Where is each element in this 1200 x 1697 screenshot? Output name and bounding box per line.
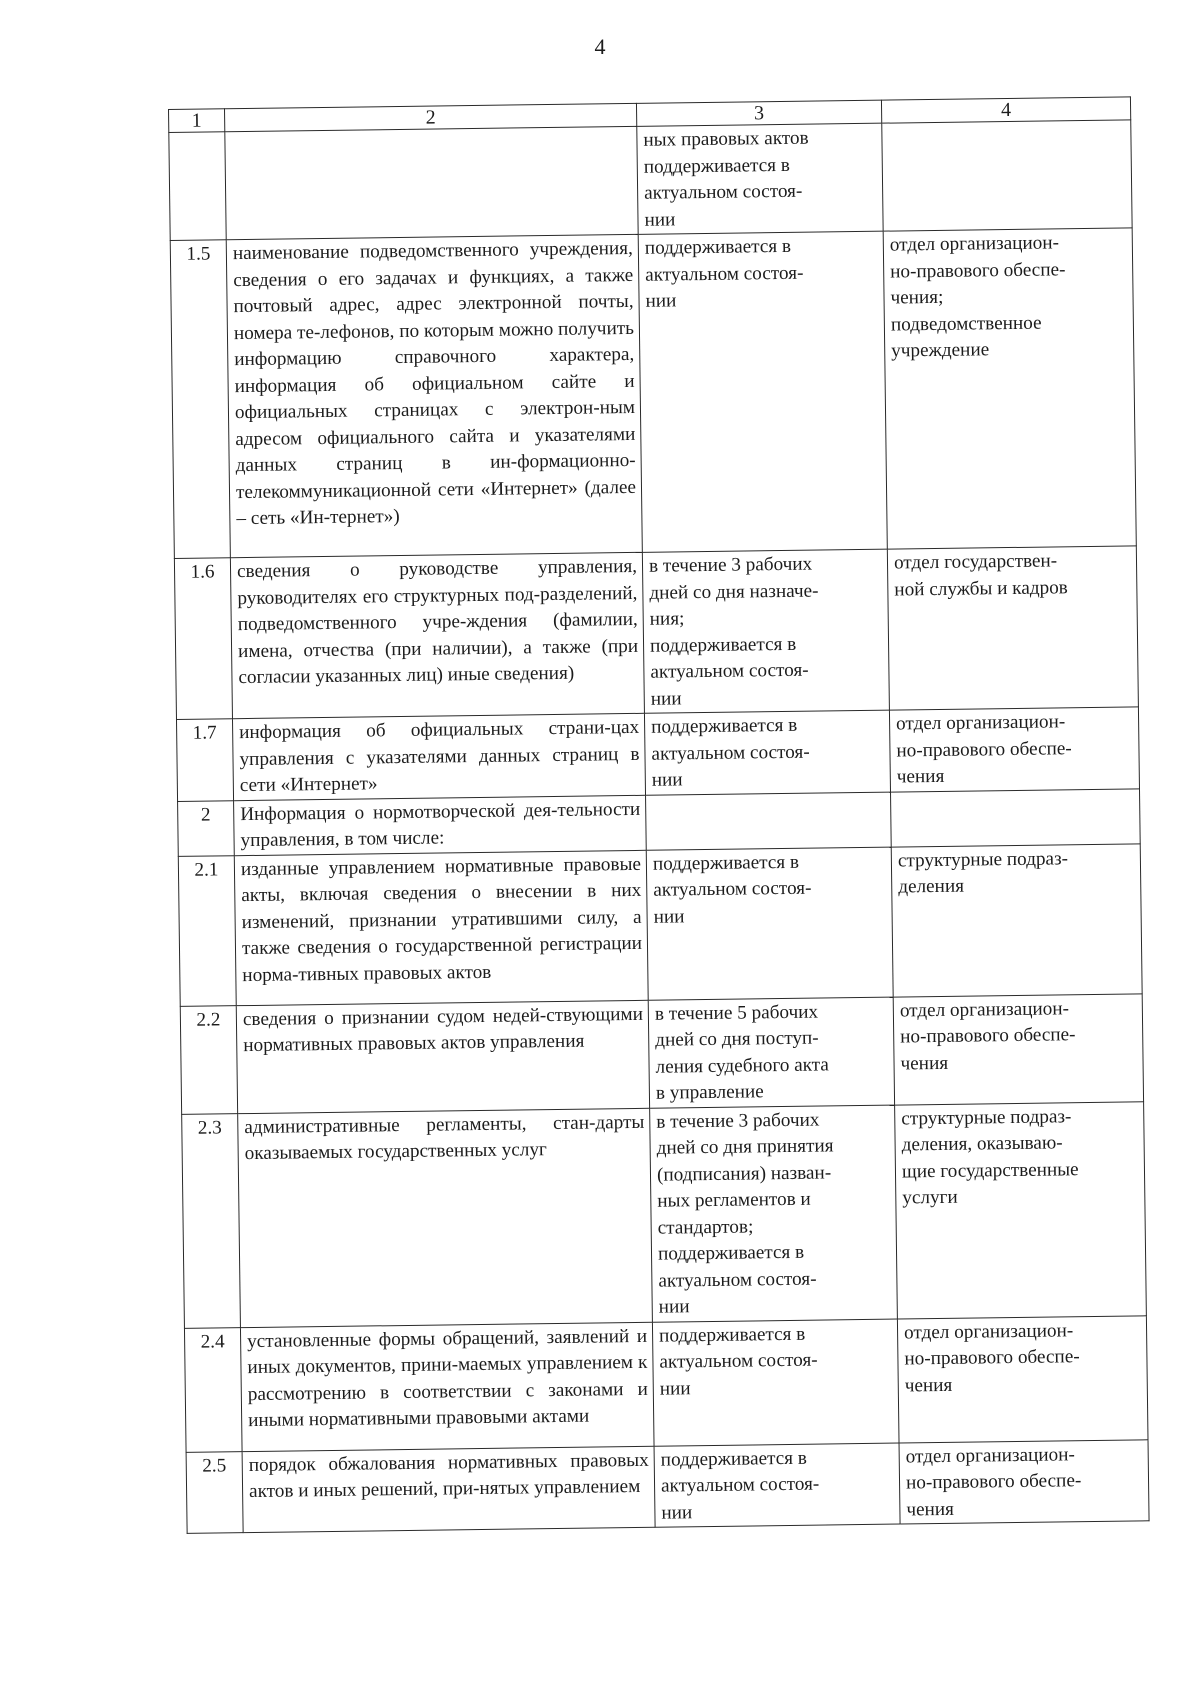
row-deadline-text: поддерживается в актуальном состоя- нии <box>658 1323 818 1400</box>
row-description-cell <box>230 552 644 718</box>
row-responsible-cell <box>890 788 1140 846</box>
row-number-cell <box>170 240 230 559</box>
row-description-text: сведения о руководстве управления, руководителях его структурных под-разделений, подведомственного учре-ждения (фамилии, имена, отчества (при наличии), а также (при согласии указанных лиц) иные сведения) <box>236 555 639 689</box>
row-description-text: установленные формы обращений, заявлений и иных документов, прини-маемых управлением к рассмотрению в соответствии с законами и иными нормативными правовыми актами <box>246 1325 648 1432</box>
row-number-cell <box>176 719 233 801</box>
document-table <box>168 96 1149 1533</box>
row-number-text: 1.6 <box>190 561 215 583</box>
row-deadline-text <box>652 793 885 796</box>
row-deadline-cell <box>644 710 890 795</box>
page-number: 4 <box>594 34 606 59</box>
row-description-cell <box>238 1108 653 1327</box>
row-responsible-text <box>888 121 1125 124</box>
row-description-text: административные регламенты, стан-дарты оказываемых государственных услуг <box>244 1111 645 1165</box>
row-deadline-cell <box>638 231 887 552</box>
row-responsible-text: отдел организацион- но-правового обеспе- чения <box>903 1319 1080 1396</box>
row-deadline-text: поддерживается в актуальном состоя- нии <box>650 714 810 791</box>
table-row <box>176 707 1139 801</box>
row-number-cell <box>178 855 236 1006</box>
row-deadline-cell <box>646 792 892 850</box>
header-cell-2: 2 <box>225 103 637 131</box>
row-deadline-text: в течение 3 рабочих дней со дня назначе- ния; поддерживается в актуальном состоя- нии <box>648 553 819 710</box>
table-row <box>174 546 1138 720</box>
row-description-cell <box>234 850 648 1005</box>
row-number-cell <box>184 1327 242 1452</box>
row-deadline-cell <box>646 847 893 1000</box>
row-description-cell <box>232 713 645 800</box>
row-responsible-text: отдел организацион- но-правового обеспе- чения <box>895 711 1072 788</box>
header-cell-1: 1 <box>169 109 225 133</box>
row-deadline-text: в течение 5 рабочих дней со дня поступ- ления судебного акта в управление <box>654 1001 830 1104</box>
table-row <box>184 1315 1148 1452</box>
row-responsible-text: структурные подраз- деления <box>897 847 1069 898</box>
row-number-text: 2.3 <box>197 1116 222 1139</box>
row-responsible-text: отдел организацион- но-правового обеспе- чения <box>899 997 1076 1074</box>
row-number-text: 2 <box>200 804 211 826</box>
row-description-text: изданные управлением нормативные правовые акты, включая сведения о внесении в них изменений, признании утратившими силу, а также сведения о государственной регистрации норма-тивных правовых актов <box>240 853 643 986</box>
row-number-text: 1.7 <box>192 722 217 744</box>
row-number-text: 1.5 <box>186 243 211 265</box>
row-responsible-cell <box>895 1101 1147 1318</box>
row-responsible-cell <box>882 120 1132 231</box>
row-responsible-cell <box>897 1315 1148 1442</box>
row-deadline-text: поддерживается в актуальном состоя- нии <box>660 1447 820 1524</box>
header-cell-3: 3 <box>636 100 881 126</box>
row-deadline-text: поддерживается в актуальном состоя- нии <box>652 851 812 928</box>
table-row <box>182 1101 1147 1328</box>
row-responsible-cell <box>887 546 1138 710</box>
row-number-text: 2.2 <box>196 1008 221 1031</box>
table-row <box>170 228 1136 559</box>
row-responsible-text: отдел организацион- но-правового обеспе- чения; подведомственное учреждение <box>889 232 1066 362</box>
row-deadline-cell <box>642 549 889 713</box>
row-deadline-cell <box>650 1105 898 1322</box>
table-row <box>186 1439 1149 1533</box>
row-deadline-text: ных правовых актов поддерживается в актуальном состоя- нии <box>643 127 809 231</box>
table-row <box>180 993 1143 1114</box>
row-deadline-cell <box>637 123 883 234</box>
row-deadline-text: поддерживается в актуальном состоя- нии <box>644 235 804 312</box>
row-number-cell <box>178 800 235 856</box>
row-responsible-cell <box>883 228 1136 549</box>
row-description-text: Информация о нормотворческой дея-тельности управления, в том числе: <box>240 798 641 852</box>
row-deadline-cell <box>654 1443 900 1528</box>
row-deadline-cell <box>648 997 894 1108</box>
row-responsible-text: отдел государствен- ной службы и кадров <box>893 550 1068 601</box>
row-description-text: порядок обжалования нормативных правовых актов и иных решений, при-нятых управлением <box>248 1449 649 1503</box>
row-number-text: 2.4 <box>200 1330 225 1353</box>
row-description-cell <box>226 234 642 557</box>
row-description-text: информация об официальных страни-цах управления с указателями данных страниц в сети «Интернет» <box>239 716 640 797</box>
row-description-cell <box>225 126 638 239</box>
row-responsible-cell <box>899 1439 1149 1524</box>
row-number-cell <box>174 558 232 720</box>
table-row <box>169 120 1132 241</box>
row-description-cell <box>236 1000 649 1113</box>
row-responsible-text: структурные подраз- деления, оказываю- щие государственные услуги <box>901 1105 1079 1209</box>
row-number-cell <box>182 1113 241 1328</box>
row-deadline-text: в течение 3 рабочих дней со дня принятия (подписания) назван- ных регламентов и стандартов; поддерживается в актуальном состоя- нии <box>656 1109 834 1318</box>
row-description-text: сведения о признании судом недей-ствующими нормативных правовых актов управления <box>242 1003 644 1057</box>
row-responsible-text: отдел организацион- но-правового обеспе- чения <box>905 1443 1082 1520</box>
table-row <box>178 843 1142 1006</box>
row-deadline-cell <box>652 1319 899 1446</box>
row-responsible-cell <box>893 993 1143 1104</box>
header-cell-4: 4 <box>881 97 1130 123</box>
row-number-cell <box>169 132 226 241</box>
row-number-cell <box>186 1451 243 1533</box>
row-responsible-cell <box>889 707 1139 792</box>
row-description-cell <box>242 1446 655 1533</box>
row-description-cell <box>240 1322 654 1451</box>
row-number-text <box>171 133 222 134</box>
row-responsible-cell <box>891 843 1142 996</box>
row-number-cell <box>180 1005 237 1114</box>
row-description-cell <box>234 795 647 855</box>
row-number-text: 2.1 <box>194 858 219 881</box>
row-description-text: наименование подведомственного учреждения, сведения о его задачах и функциях, а также почтовый адрес, адрес электронной почты, номера те-лефонов, по которым можно получить информацию справочного характера, информация об официальном сайте и официальных страницах с электрон-ным адресом официального сайта и указателями данных страниц в ин-формационно-телекоммуникационной сети «Интернет» (далее – сеть «Ин-тернет») <box>232 237 637 530</box>
row-number-text: 2.5 <box>202 1454 227 1477</box>
